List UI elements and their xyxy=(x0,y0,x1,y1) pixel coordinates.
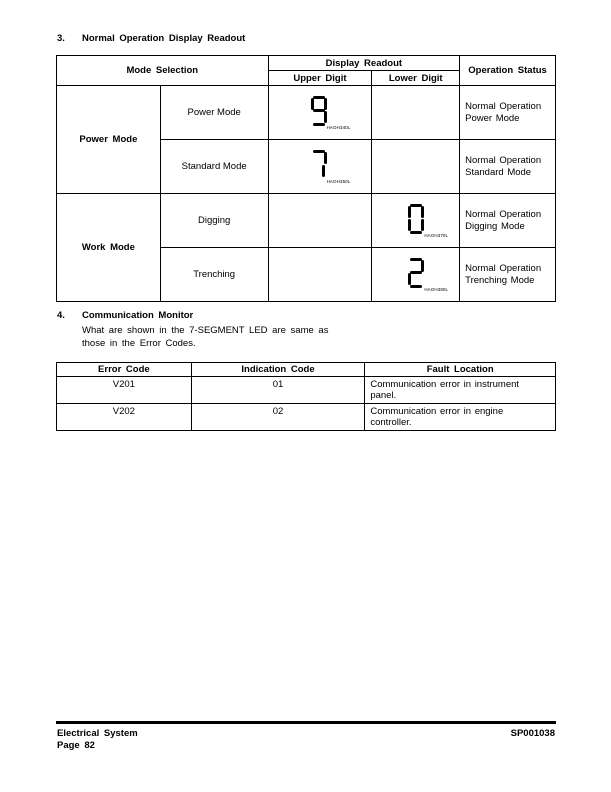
status-cell xyxy=(460,248,556,302)
error-code-table xyxy=(56,362,556,431)
section-4-number: 4. xyxy=(57,310,65,321)
header-indication-code: Indication Code xyxy=(191,363,365,377)
seven-segment-digit-9 xyxy=(311,96,327,126)
figure-id: HAOH350L xyxy=(326,179,351,184)
footer-divider xyxy=(56,721,556,724)
table-row xyxy=(57,404,556,431)
fault-line-2: controller. xyxy=(370,417,412,428)
sub-mode-label: Trenching xyxy=(160,248,268,302)
fault-line-2: panel. xyxy=(370,390,397,401)
status-line-2: Trenching Mode xyxy=(465,274,535,286)
sub-mode-label: Standard Mode xyxy=(160,140,268,194)
section-3-heading xyxy=(57,33,245,44)
fault-location-cell xyxy=(365,404,556,431)
seven-segment-digit-0 xyxy=(408,204,424,234)
display-readout-table xyxy=(56,55,556,302)
footer-document-id: SP001038 xyxy=(510,728,555,739)
figure-id: HAOH370L xyxy=(424,233,449,238)
status-cell xyxy=(460,140,556,194)
sub-mode-label: Power Mode xyxy=(160,86,268,140)
fault-line-1: Communication error in instrument xyxy=(370,379,520,390)
header-lower-digit: Lower Digit xyxy=(372,71,460,86)
header-display-readout: Display Readout xyxy=(268,56,460,71)
status-line-1: Normal Operation xyxy=(465,100,542,112)
figure-id: HAOH380L xyxy=(424,287,449,292)
group-power-mode: Power Mode xyxy=(57,86,161,194)
status-line-2: Standard Mode xyxy=(465,166,532,178)
upper-digit-cell xyxy=(268,248,372,302)
status-line-1: Normal Operation xyxy=(465,262,542,274)
section-3-number: 3. xyxy=(57,33,65,44)
section-3-title: Normal Operation Display Readout xyxy=(82,33,246,44)
header-error-code: Error Code xyxy=(57,363,192,377)
lower-digit-cell xyxy=(372,248,460,302)
lower-digit-cell xyxy=(372,194,460,248)
indication-code-cell: 01 xyxy=(191,377,365,404)
figure-id: HAOH340L xyxy=(326,125,351,130)
footer-page-number: Page 82 xyxy=(57,740,95,751)
upper-digit-cell xyxy=(268,194,372,248)
table-row xyxy=(57,86,556,140)
header-mode-selection: Mode Selection xyxy=(57,56,269,86)
header-operation-status: Operation Status xyxy=(460,56,556,86)
header-fault-location: Fault Location xyxy=(365,363,556,377)
seven-segment-digit-7 xyxy=(311,150,327,180)
error-code-cell: V201 xyxy=(57,377,192,404)
upper-digit-cell xyxy=(268,140,372,194)
lower-digit-cell xyxy=(372,140,460,194)
sub-mode-label: Digging xyxy=(160,194,268,248)
upper-digit-cell xyxy=(268,86,372,140)
indication-code-cell: 02 xyxy=(191,404,365,431)
group-work-mode: Work Mode xyxy=(57,194,161,302)
paragraph-line-1: What are shown in the 7-SEGMENT LED are same as xyxy=(82,325,329,336)
footer-section-name: Electrical System xyxy=(57,728,138,739)
lower-digit-cell xyxy=(372,86,460,140)
status-cell xyxy=(460,194,556,248)
status-line-1: Normal Operation xyxy=(465,208,542,220)
fault-line-1: Communication error in engine xyxy=(370,406,504,417)
status-line-1: Normal Operation xyxy=(465,154,542,166)
section-4-heading xyxy=(57,310,193,321)
header-upper-digit: Upper Digit xyxy=(268,71,372,86)
fault-location-cell xyxy=(365,377,556,404)
status-line-2: Digging Mode xyxy=(465,220,525,232)
table-row xyxy=(57,194,556,248)
error-code-cell: V202 xyxy=(57,404,192,431)
seven-segment-digit-2 xyxy=(408,258,424,288)
section-4-paragraph xyxy=(82,324,352,350)
status-cell xyxy=(460,86,556,140)
status-line-2: Power Mode xyxy=(465,112,520,124)
section-4-title: Communication Monitor xyxy=(82,310,194,321)
table-row xyxy=(57,377,556,404)
paragraph-line-2: those in the Error Codes. xyxy=(82,338,196,349)
